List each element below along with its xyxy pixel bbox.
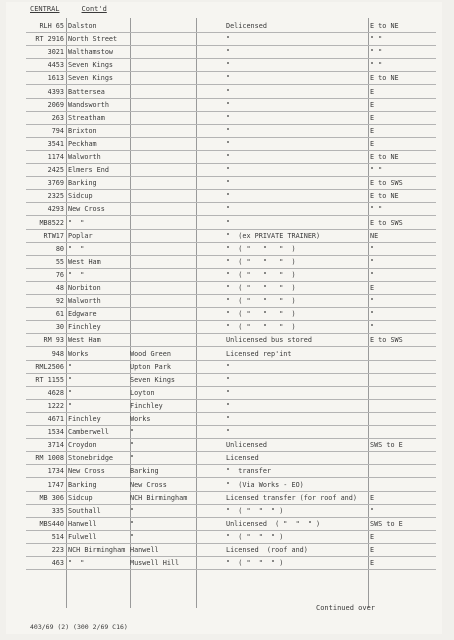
status-text: " ( " " " ) [226,284,296,292]
garage-change: E [370,126,375,135]
garage-name: Dalston [68,22,97,30]
status-text: " [226,218,231,227]
status-text: " ( " " " ) [226,559,284,568]
status-text: " ( " " " ) [226,506,284,515]
table-row [26,217,436,230]
fleet-number: RT 1155 [35,375,64,384]
garage-name: Peckham [68,139,97,148]
status-text: " [226,205,231,214]
table-row [26,59,436,72]
garage-name: Finchley [68,323,101,332]
fleet-number: RLH 65 [39,22,64,30]
fleet-number: MB8522 [39,218,64,227]
table-row [26,20,436,33]
table-row [26,86,436,99]
garage-name: Poplar [68,231,93,240]
from-location: Muswell Hill [130,559,180,568]
table-row [26,465,436,478]
status-text: Unlicensed [226,441,267,450]
fleet-number: 3021 [47,48,64,57]
garage-change: E [370,113,375,122]
table-row [26,374,436,387]
fleet-number: 4393 [47,87,64,96]
table-row [26,72,436,85]
garage-name: Seven Kings [68,74,114,83]
garage-change: " " [370,61,383,70]
garage-change: E to NE [370,74,399,83]
table-row [26,138,436,151]
status-text: " transfer [226,467,272,476]
table-row [26,177,436,190]
table-row [26,400,436,413]
garage-change: E to SWS [370,218,403,227]
table-row [26,544,436,557]
status-text: " [226,362,231,371]
status-text: " [226,74,231,83]
garage-name: " " [68,218,85,227]
fleet-number: 48 [55,284,64,292]
fleet-number: 3769 [47,179,64,188]
fleet-number: 2425 [47,166,64,175]
fleet-number: RM 93 [43,336,64,345]
status-text: " [226,87,231,96]
fleet-number: 76 [55,270,64,279]
status-text: Licensed (roof and) [226,546,308,554]
table-row [26,164,436,177]
table-row [26,308,436,321]
garage-name: NCH Birmingham [68,546,126,554]
from-location: " [130,441,135,450]
garage-name: Camberwell [68,428,109,437]
from-location: Finchley [130,401,163,410]
status-text: Licensed [226,454,259,463]
garage-name: Southall [68,506,101,515]
garage-name: Sidcup [68,493,93,502]
fleet-number: 463 [51,559,64,568]
fleet-number: 514 [51,532,64,541]
garage-change: E [370,532,375,541]
table-row [26,203,436,216]
from-location: " [130,506,135,515]
fleet-number: MB 306 [39,493,64,502]
garage-name: Stonebridge [68,454,114,463]
garage-change: " [370,297,375,306]
fleet-number: 61 [55,310,64,319]
garage-name: North Street [68,35,118,44]
garage-name: Edgware [68,310,97,319]
table-row [26,230,436,243]
status-text: " (ex PRIVATE TRAINER) [226,231,321,240]
table-row [26,295,436,308]
status-text: " [226,375,231,384]
status-text: " ( " " " ) [226,244,296,253]
fleet-number: 4293 [47,205,64,214]
fleet-number: RTW17 [43,231,64,240]
table-row [26,99,436,112]
fleet-number: 92 [55,297,64,306]
garage-change: E to NE [370,22,399,30]
table-row [26,256,436,269]
status-text: " [226,126,231,135]
garage-name: Brixton [68,126,97,135]
fleet-number: 3714 [47,441,64,450]
garage-name: " " [68,244,85,253]
status-text: Unlicensed bus stored [226,336,312,345]
table-row [26,413,436,426]
from-location: Seven Kings [130,375,176,384]
from-location: Works [130,415,151,423]
status-text: " [226,48,231,57]
table-row [26,112,436,125]
form-reference: 403/69 (2) (300 2/69 C16) [30,623,128,631]
from-location: NCH Birmingham [130,493,188,502]
garage-name: Croydon [68,441,97,450]
status-text: " ( " " " ) [226,257,296,266]
garage-change: " " [370,35,383,44]
fleet-number: 80 [55,244,64,253]
table-row [26,269,436,282]
table-row [26,479,436,492]
table-row [26,387,436,400]
garage-name: " " [68,270,85,279]
table-row [26,361,436,374]
fleet-number: 3541 [47,139,64,148]
garage-name: Seven Kings [68,61,114,70]
status-text: " [226,388,231,397]
fleet-number: 1174 [47,153,64,161]
garage-name: West Ham [68,257,101,266]
garage-change: E [370,100,375,109]
fleet-number: 948 [51,349,64,358]
status-text: " (Via Works - EO) [226,480,304,489]
garage-name: Wandsworth [68,100,109,109]
garage-change: " [370,310,375,319]
status-text: " [226,139,231,148]
fleet-number: 4671 [47,415,64,423]
from-location: " [130,428,135,437]
fleet-number: 263 [51,113,64,122]
fleet-number: RML2506 [35,362,64,371]
garage-name: " [68,401,73,410]
status-text: " [226,61,231,70]
fleet-number: 335 [51,506,64,515]
garage-name: " " [68,559,85,568]
garage-change: " [370,244,375,253]
garage-change: E [370,559,375,568]
table-row [26,505,436,518]
table-row [26,190,436,203]
table-row [26,518,436,531]
status-text: " ( " " " ) [226,532,284,541]
status-text: " [226,192,231,201]
column-header [30,5,107,17]
fleet-number: 2069 [47,100,64,109]
garage-change: " [370,506,375,515]
garage-change: " " [370,166,383,175]
garage-change: SWS to E [370,441,403,450]
garage-change: SWS to E [370,519,403,528]
fleet-number: MBS440 [39,519,64,528]
from-location: Hanwell [130,546,159,554]
fleet-number: 223 [51,546,64,554]
fleet-number: 55 [55,257,64,266]
status-text: " ( " " " ) [226,270,296,279]
status-text: Delicensed [226,22,267,30]
fleet-number: 4453 [47,61,64,70]
garage-name: New Cross [68,205,105,214]
garage-change: " " [370,205,383,214]
status-text: Licensed rep'int [226,349,292,358]
status-text: Licensed transfer (for roof and) [226,493,357,502]
garage-name: " [68,375,73,384]
table-row [26,492,436,505]
status-text: " ( " " " ) [226,297,296,306]
garage-name: Walworth [68,153,101,161]
status-text: " [226,166,231,175]
garage-change: E to SWS [370,179,403,188]
fleet-number: RM 1008 [35,454,64,463]
status-text: " [226,113,231,122]
from-location: Wood Green [130,349,171,358]
garage-name: Streatham [68,113,105,122]
status-text: " [226,401,231,410]
garage-change: E [370,284,375,292]
garage-change: E [370,493,375,502]
from-location: New Cross [130,480,167,489]
garage-change: " [370,323,375,332]
garage-name: New Cross [68,467,105,476]
status-text: " ( " " " ) [226,310,296,319]
garage-change: E [370,139,375,148]
garage-name: Barking [68,480,97,489]
status-text: " [226,100,231,109]
header-central: CENTRAL [30,5,60,13]
fleet-number: 1734 [47,467,64,476]
table-row [26,125,436,138]
garage-name: Sidcup [68,192,93,201]
garage-name: " [68,388,73,397]
table-row [26,348,436,361]
garage-name: Hanwell [68,519,97,528]
table-row [26,46,436,59]
garage-name: Walthamstow [68,48,114,57]
table-row [26,334,436,347]
garage-change: E to NE [370,192,399,201]
garage-name: " [68,362,73,371]
table-row [26,557,436,570]
fleet-number: 1534 [47,428,64,437]
from-location: " [130,532,135,541]
status-text: " ( " " " ) [226,323,296,332]
garage-change: E to NE [370,153,399,161]
garage-name: Works [68,349,89,358]
fleet-number: 1613 [47,74,64,83]
garage-name: Norbiton [68,284,101,292]
table-row [26,282,436,295]
continued-note: Continued over [316,604,376,612]
table-row [26,321,436,334]
status-text: " [226,428,231,437]
fleet-number: 30 [55,323,64,332]
table-row [26,151,436,164]
fleet-number: 2325 [47,192,64,201]
fleet-number: 4628 [47,388,64,397]
table-row [26,439,436,452]
from-location: " [130,519,135,528]
fleet-number: 794 [51,126,64,135]
table-row [26,243,436,256]
table-row [26,531,436,544]
garage-change: " " [370,48,383,57]
garage-change: NE [370,231,379,240]
garage-name: Walworth [68,297,101,306]
status-text: " [226,153,231,161]
status-text: " [226,35,231,44]
garage-name: Fulwell [68,532,97,541]
garage-name: Barking [68,179,97,188]
status-text: " [226,415,231,423]
garage-name: Finchley [68,415,101,423]
garage-change: E to SWS [370,336,403,345]
from-location: Loyton [130,388,155,397]
from-location: " [130,454,135,463]
garage-change: E [370,87,375,96]
garage-change: " [370,257,375,266]
garage-name: West Ham [68,336,101,345]
table-row [26,426,436,439]
status-text: Unlicensed ( " " " ) [226,519,321,528]
garage-change: " [370,270,375,279]
from-location: Barking [130,467,159,476]
table-row [26,33,436,46]
from-location: Upton Park [130,362,171,371]
status-text: " [226,179,231,188]
garage-change: E [370,546,375,554]
fleet-number: 1222 [47,401,64,410]
header-contd: Cont'd [81,5,107,13]
table-row [26,452,436,465]
fleet-number: 1747 [47,480,64,489]
garage-name: Battersea [68,87,105,96]
garage-name: Elmers End [68,166,109,175]
fleet-number: RT 2916 [35,35,64,44]
